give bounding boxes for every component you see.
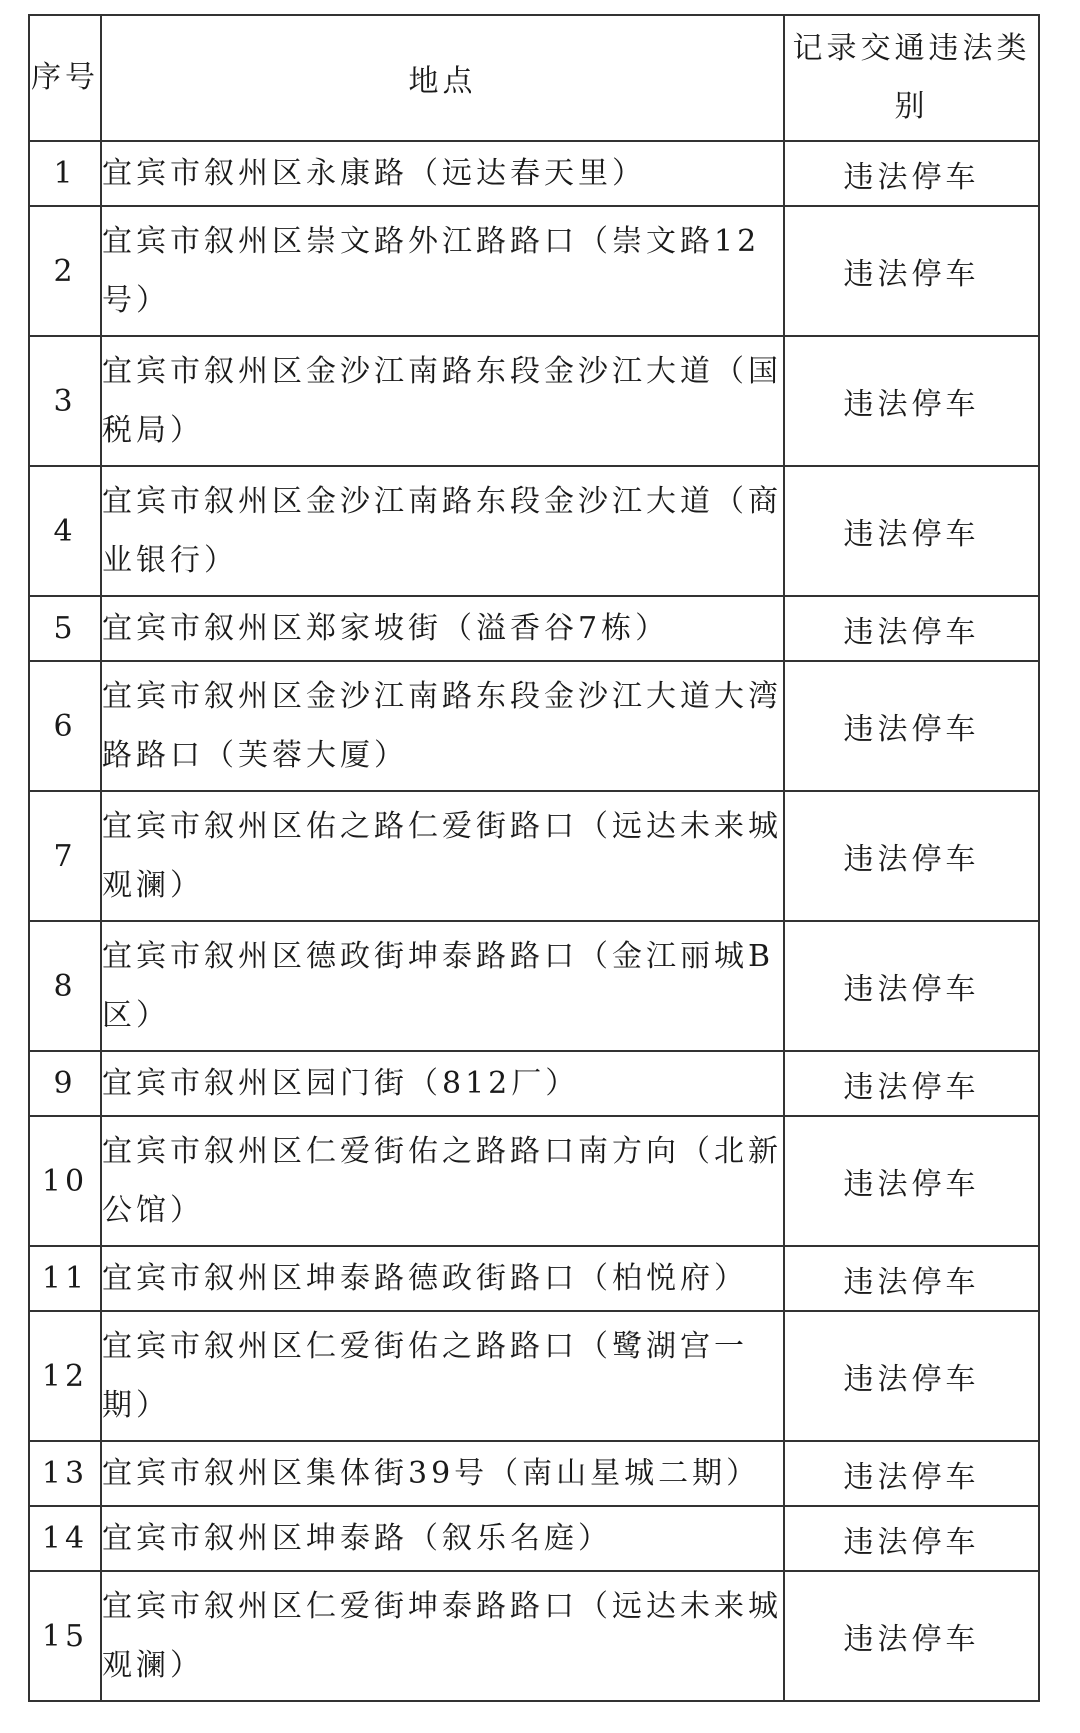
- row-number: 10: [29, 1116, 101, 1246]
- row-location: 宜宾市叙州区永康路（远达春天里）: [101, 141, 784, 206]
- row-number: 14: [29, 1506, 101, 1571]
- row-number: 15: [29, 1571, 101, 1701]
- row-location: 宜宾市叙州区园门街（812厂）: [101, 1051, 784, 1116]
- row-location: 宜宾市叙州区郑家坡街（溢香谷7栋）: [101, 596, 784, 661]
- row-location: 宜宾市叙州区金沙江南路东段金沙江大道大湾路路口（芙蓉大厦）: [101, 661, 784, 791]
- table-row: [29, 1246, 1039, 1311]
- row-violation-type: 违法停车: [784, 596, 1039, 661]
- row-number: 11: [29, 1246, 101, 1311]
- table-row: [29, 336, 1039, 466]
- row-location: 宜宾市叙州区坤泰路（叙乐名庭）: [101, 1506, 784, 1571]
- row-number: 1: [29, 141, 101, 206]
- row-violation-type: 违法停车: [784, 1311, 1039, 1441]
- row-location: 宜宾市叙州区集体街39号（南山星城二期）: [101, 1441, 784, 1506]
- row-location: 宜宾市叙州区德政街坤泰路路口（金江丽城B区）: [101, 921, 784, 1051]
- row-violation-type: 违法停车: [784, 206, 1039, 336]
- row-location: 宜宾市叙州区仁爱街坤泰路路口（远达未来城观澜）: [101, 1571, 784, 1701]
- row-violation-type: 违法停车: [784, 466, 1039, 596]
- row-number: 8: [29, 921, 101, 1051]
- row-number: 12: [29, 1311, 101, 1441]
- header-number: 序号: [29, 15, 101, 141]
- table-row: [29, 921, 1039, 1051]
- table-row: [29, 1441, 1039, 1506]
- row-number: 2: [29, 206, 101, 336]
- table-row: [29, 466, 1039, 596]
- row-violation-type: 违法停车: [784, 1506, 1039, 1571]
- table-row: [29, 791, 1039, 921]
- table-row: [29, 141, 1039, 206]
- row-violation-type: 违法停车: [784, 336, 1039, 466]
- row-violation-type: 违法停车: [784, 1246, 1039, 1311]
- row-violation-type: 违法停车: [784, 791, 1039, 921]
- row-violation-type: 违法停车: [784, 661, 1039, 791]
- row-location: 宜宾市叙州区崇文路外江路路口（崇文路12号）: [101, 206, 784, 336]
- table-body: [29, 141, 1039, 1701]
- violation-locations-table: [28, 14, 1040, 1702]
- row-location: 宜宾市叙州区仁爱街佑之路路口南方向（北新公馆）: [101, 1116, 784, 1246]
- row-number: 4: [29, 466, 101, 596]
- table-row: [29, 1311, 1039, 1441]
- table-row: [29, 1506, 1039, 1571]
- table-row: [29, 596, 1039, 661]
- row-violation-type: 违法停车: [784, 1051, 1039, 1116]
- row-location: 宜宾市叙州区坤泰路德政街路口（柏悦府）: [101, 1246, 784, 1311]
- table-row: [29, 661, 1039, 791]
- table-row: [29, 1051, 1039, 1116]
- row-number: 3: [29, 336, 101, 466]
- row-number: 6: [29, 661, 101, 791]
- row-violation-type: 违法停车: [784, 1571, 1039, 1701]
- row-location: 宜宾市叙州区仁爱街佑之路路口（鹭湖宫一期）: [101, 1311, 784, 1441]
- header-violation-type: 记录交通违法类别: [784, 15, 1039, 141]
- row-violation-type: 违法停车: [784, 921, 1039, 1051]
- table-row: [29, 1571, 1039, 1701]
- row-violation-type: 违法停车: [784, 141, 1039, 206]
- header-location: 地点: [101, 15, 784, 141]
- row-number: 7: [29, 791, 101, 921]
- table-row: [29, 1116, 1039, 1246]
- table-row: [29, 206, 1039, 336]
- row-location: 宜宾市叙州区金沙江南路东段金沙江大道（国税局）: [101, 336, 784, 466]
- row-violation-type: 违法停车: [784, 1116, 1039, 1246]
- row-location: 宜宾市叙州区佑之路仁爱街路口（远达未来城观澜）: [101, 791, 784, 921]
- row-violation-type: 违法停车: [784, 1441, 1039, 1506]
- header-row: [29, 15, 1039, 141]
- row-number: 9: [29, 1051, 101, 1116]
- row-number: 13: [29, 1441, 101, 1506]
- row-location: 宜宾市叙州区金沙江南路东段金沙江大道（商业银行）: [101, 466, 784, 596]
- row-number: 5: [29, 596, 101, 661]
